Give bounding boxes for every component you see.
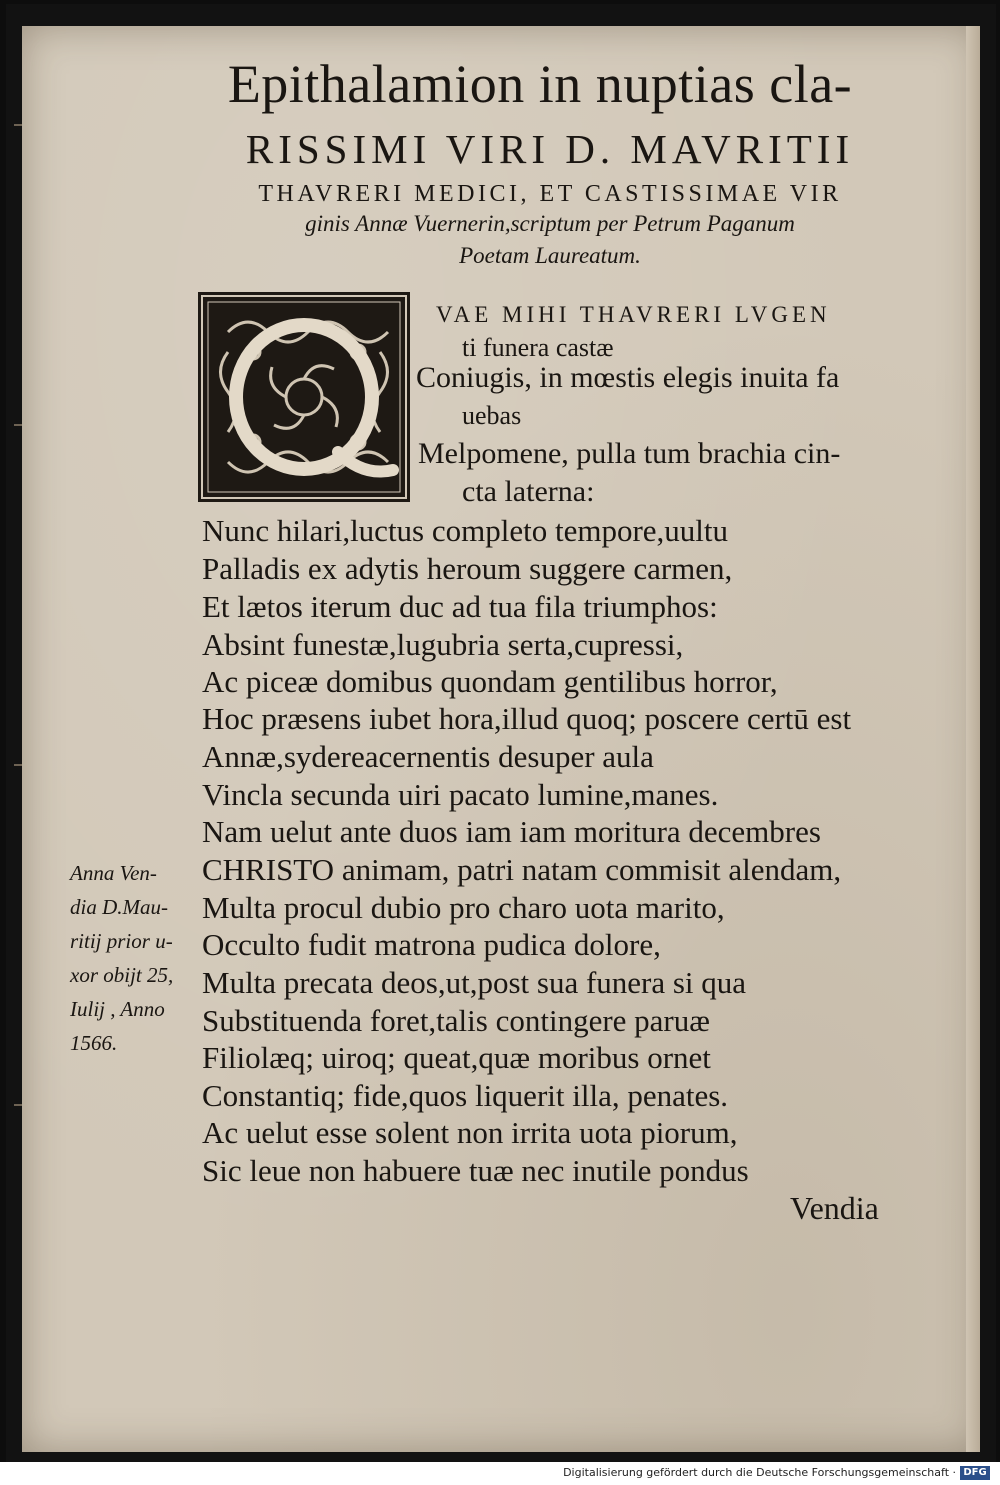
- verse-line: Constantiq; fide,quos liquerit illa, penates.: [202, 1078, 729, 1113]
- intro-line: Melpomene, pulla tum brachia cin-: [418, 437, 841, 470]
- verse-line: Absint funestæ,lugubria serta,cupressi,: [202, 627, 684, 662]
- title-line-3: THAVRERI MEDICI, ET CASTISSIMAE VIR: [258, 181, 842, 207]
- verse-line: Ac uelut esse solent non irrita uota piorum,: [202, 1115, 738, 1150]
- verse-line: Nam uelut ante duos iam iam moritura decembres: [202, 814, 821, 849]
- intro-line: cta laterna:: [462, 475, 595, 508]
- footer-credit: Digitalisierung gefördert durch die Deutsche Forschungsgemeinschaft ·: [563, 1466, 956, 1479]
- intro-line: ti funera castæ: [462, 333, 614, 362]
- verse-line: Multa procul dubio pro charo uota marito,: [202, 890, 725, 925]
- marginal-note-line: dia D.Mau-: [70, 895, 168, 919]
- marginal-note-line: 1566.: [70, 1031, 118, 1055]
- marginal-note-line: xor obijt 25,: [70, 963, 174, 987]
- intro-line: Coniugis, in mœstis elegis inuita fa: [416, 361, 840, 394]
- marginal-note-line: ritij prior u-: [70, 929, 173, 953]
- catchword: Vendia: [790, 1190, 879, 1226]
- verse-line: Substituenda foret,talis contingere paruæ: [202, 1003, 710, 1038]
- intro-line: VAE MIHI THAVRERI LVGEN: [436, 302, 831, 327]
- poem-title: Epithalamion in nuptias cla-: [227, 54, 853, 114]
- intro-line: uebas: [462, 401, 522, 430]
- page-edge: [966, 26, 980, 1452]
- verse-line: Nunc hilari,luctus completo tempore,uultu: [202, 513, 729, 548]
- verse-line: Hoc præsens iubet hora,illud quoq; poscere certū est: [202, 701, 852, 736]
- title-line-4: ginis Annæ Vuernerin,scriptum per Petrum Paganum: [305, 211, 795, 236]
- verse-line: Filiolæq; uiroq; queat,quæ moribus ornet: [202, 1040, 711, 1075]
- verse-line: Annæ,sydereacernentis desuper aula: [202, 739, 654, 774]
- verse-line: Palladis ex adytis heroum suggere carmen,: [202, 551, 733, 586]
- marginal-note-line: Anna Ven-: [70, 861, 157, 885]
- title-line-5: Poetam Laureatum.: [459, 243, 641, 268]
- marginal-note-line: Iulij , Anno: [70, 997, 165, 1021]
- ornamental-initial-q-icon: [198, 292, 410, 502]
- verse-line: Multa precata deos,ut,post sua funera si qua: [202, 965, 747, 1000]
- footer-bar: [0, 1462, 1000, 1485]
- title-line-2: RISSIMI VIRI D. MAVRITII: [245, 126, 855, 172]
- verse-line: Ac piceæ domibus quondam gentilibus horror,: [202, 664, 778, 699]
- verse-line: Et lætos iterum duc ad tua fila triumphos:: [202, 589, 718, 624]
- dfg-logo-icon: DFG: [960, 1466, 990, 1480]
- verse-line: CHRISTO animam, patri natam commisit alendam,: [202, 852, 842, 887]
- verse-line: Occulto fudit matrona pudica dolore,: [202, 927, 661, 962]
- verse-line: Sic leue non habuere tuæ nec inutile pondus: [202, 1153, 749, 1188]
- verse-line: Vincla secunda uiri pacato lumine,manes.: [202, 777, 719, 812]
